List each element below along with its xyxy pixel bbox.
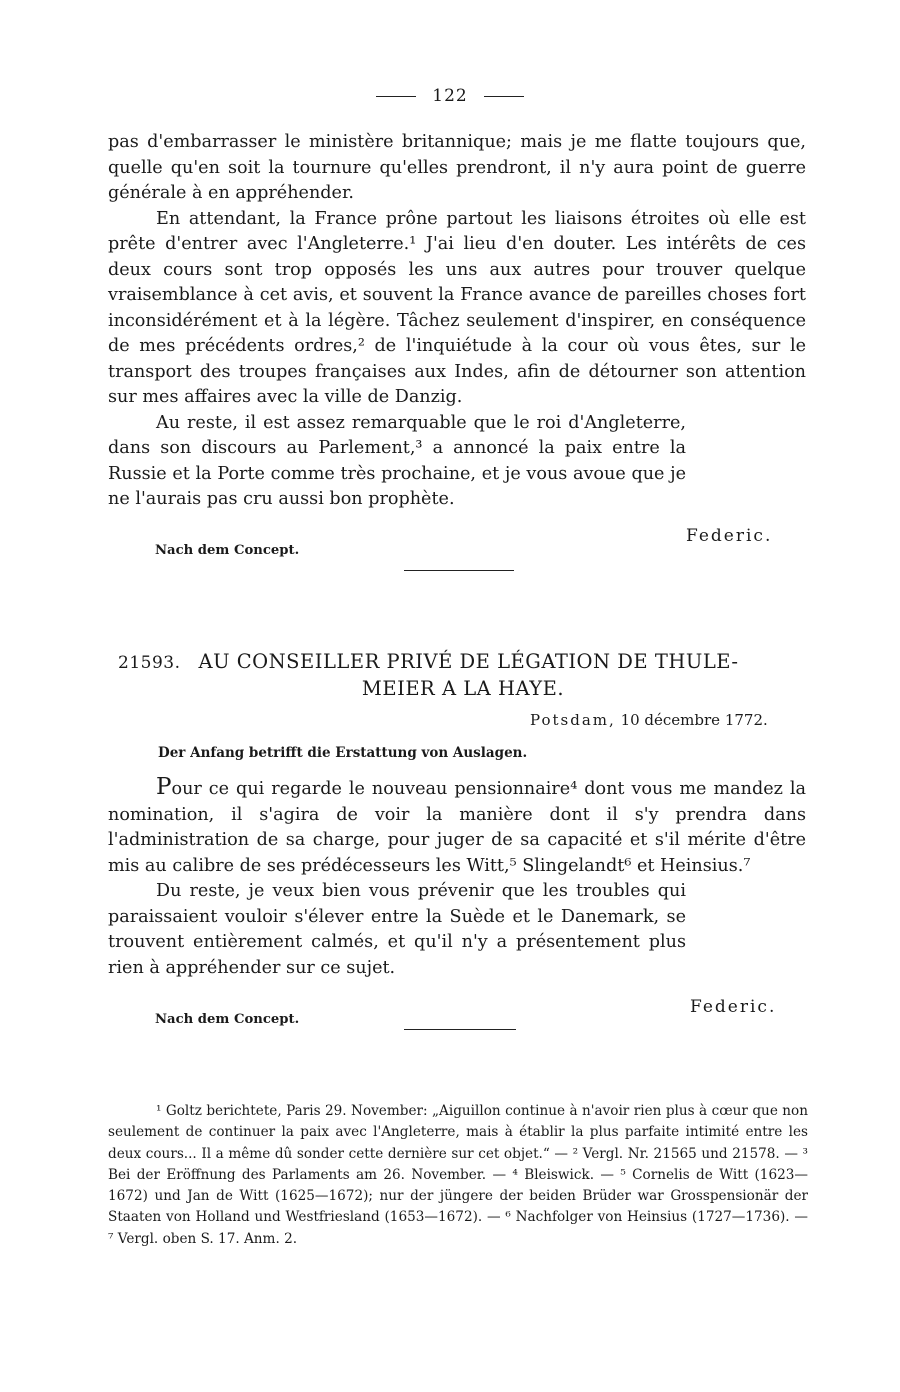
letter2-paragraph-1: [108, 775, 806, 879]
letter2-dropcap: P: [156, 774, 172, 800]
letter2-heading-line2: MEIER A LA HAYE.: [361, 677, 565, 700]
letter1-paragraph-1: pas d'embarrasser le ministère britannique; mais je me flatte toujours que, quelle qu'en soit la tournure qu'elles prendront, il n'y aura point de guerre générale à en appréhender.: [108, 132, 806, 203]
letter2-end-divider: [404, 1029, 516, 1030]
letter2-signature: Federic.: [690, 997, 777, 1017]
letter2-date-place: Potsdam,: [530, 711, 616, 729]
letter2-paragraph-2: Du reste, je veux bien vous prévenir que les troubles qui paraissaient vouloir s'élever entre la Suède et le Danemark, se trouvent entièrement calmés, et qu'il n'y a présentement plus rien à appréhender sur ce sujet.: [108, 881, 686, 978]
letter2-heading-line1: AU CONSEILLER PRIVÉ DE LÉGATION DE THULE-: [198, 650, 739, 673]
letter1-paragraph-3: Au reste, il est assez remarquable que le roi d'Angleterre, dans son discours au Parlement,³ a annoncé la paix entre la Russie et la Porte comme très prochaine, et je vous avoue que je ne l'aurais pas cru aussi bon prophète.: [108, 412, 686, 509]
page-number-line: [0, 86, 900, 106]
letter2-source-note: Nach dem Concept.: [155, 1012, 300, 1027]
letter1-source-note: Nach dem Concept.: [155, 543, 300, 558]
letter1-paragraph-2: En attendant, la France prône partout les liaisons étroites où elle est prête d'entrer avec l'Angleterre.¹ J'ai lieu d'en douter. Les intérêts de ces deux cours sont trop opposés les uns aux autres pour trouver quelque vraisemblance à cet avis, et souvent la France avance de pareilles choses fort inconsidérément et à la légère. Tâchez seulement d'inspirer, en conséquence de mes précédents ordres,² de l'inquiétude à la cour où vous êtes, sur le transport des troupes françaises aux Indes, afin de détourner son attention sur mes affaires avec la ville de Danzig.: [108, 208, 806, 407]
letter2-number: 21593.: [118, 653, 181, 673]
letter2-body: [108, 775, 806, 981]
page-number: 122: [432, 86, 468, 106]
page-number-rule-right: [484, 96, 524, 97]
letter1-body: [108, 130, 806, 513]
footnotes: ¹ Goltz berichtete, Paris 29. November: „Aiguillon continue à n'avoir rien plus à cœur que non seulement de continuer la paix avec l'Angleterre, mais à établir la plus parfaite intimité entre les deux cours... Il a même dû sonder cette dernière sur cet objet.“ — ² Vergl. Nr. 21565 und 21578. — ³ Bei der Eröffnung des Parlaments am 26. November. — ⁴ Bleiswick. — ⁵ Cornelis de Witt (1623—1672) und Jan de Witt (1625—1672); nur der jüngere der beiden Brüder war Grosspensionär der Staaten von Holland und Westfriesland (1653—1672). — ⁶ Nachfolger von Heinsius (1727—1736). — ⁷ Vergl. oben S. 17. Anm. 2.: [108, 1103, 808, 1247]
letter2-intro-note: Der Anfang betrifft die Erstattung von Auslagen.: [158, 745, 528, 761]
letter1-signature: Federic.: [686, 526, 773, 546]
letter2-heading: [118, 649, 808, 702]
letter2-date: 10 décembre 1772.: [620, 711, 768, 729]
letter2-dateline: [530, 711, 768, 729]
letter2-paragraph-1-text: our ce qui regarde le nouveau pensionnaire⁴ dont vous me mandez la nomination, il s'agira de voir la manière dont il s'y prendra dans l'administration de sa charge, pour juger de sa capacité et s'il mérite d'être mis au calibre de ses prédécesseurs les Witt,⁵ Slingelandt⁶ et Heinsius.⁷: [108, 779, 806, 876]
letter1-end-divider: [404, 570, 514, 571]
page-number-rule-left: [376, 96, 416, 97]
